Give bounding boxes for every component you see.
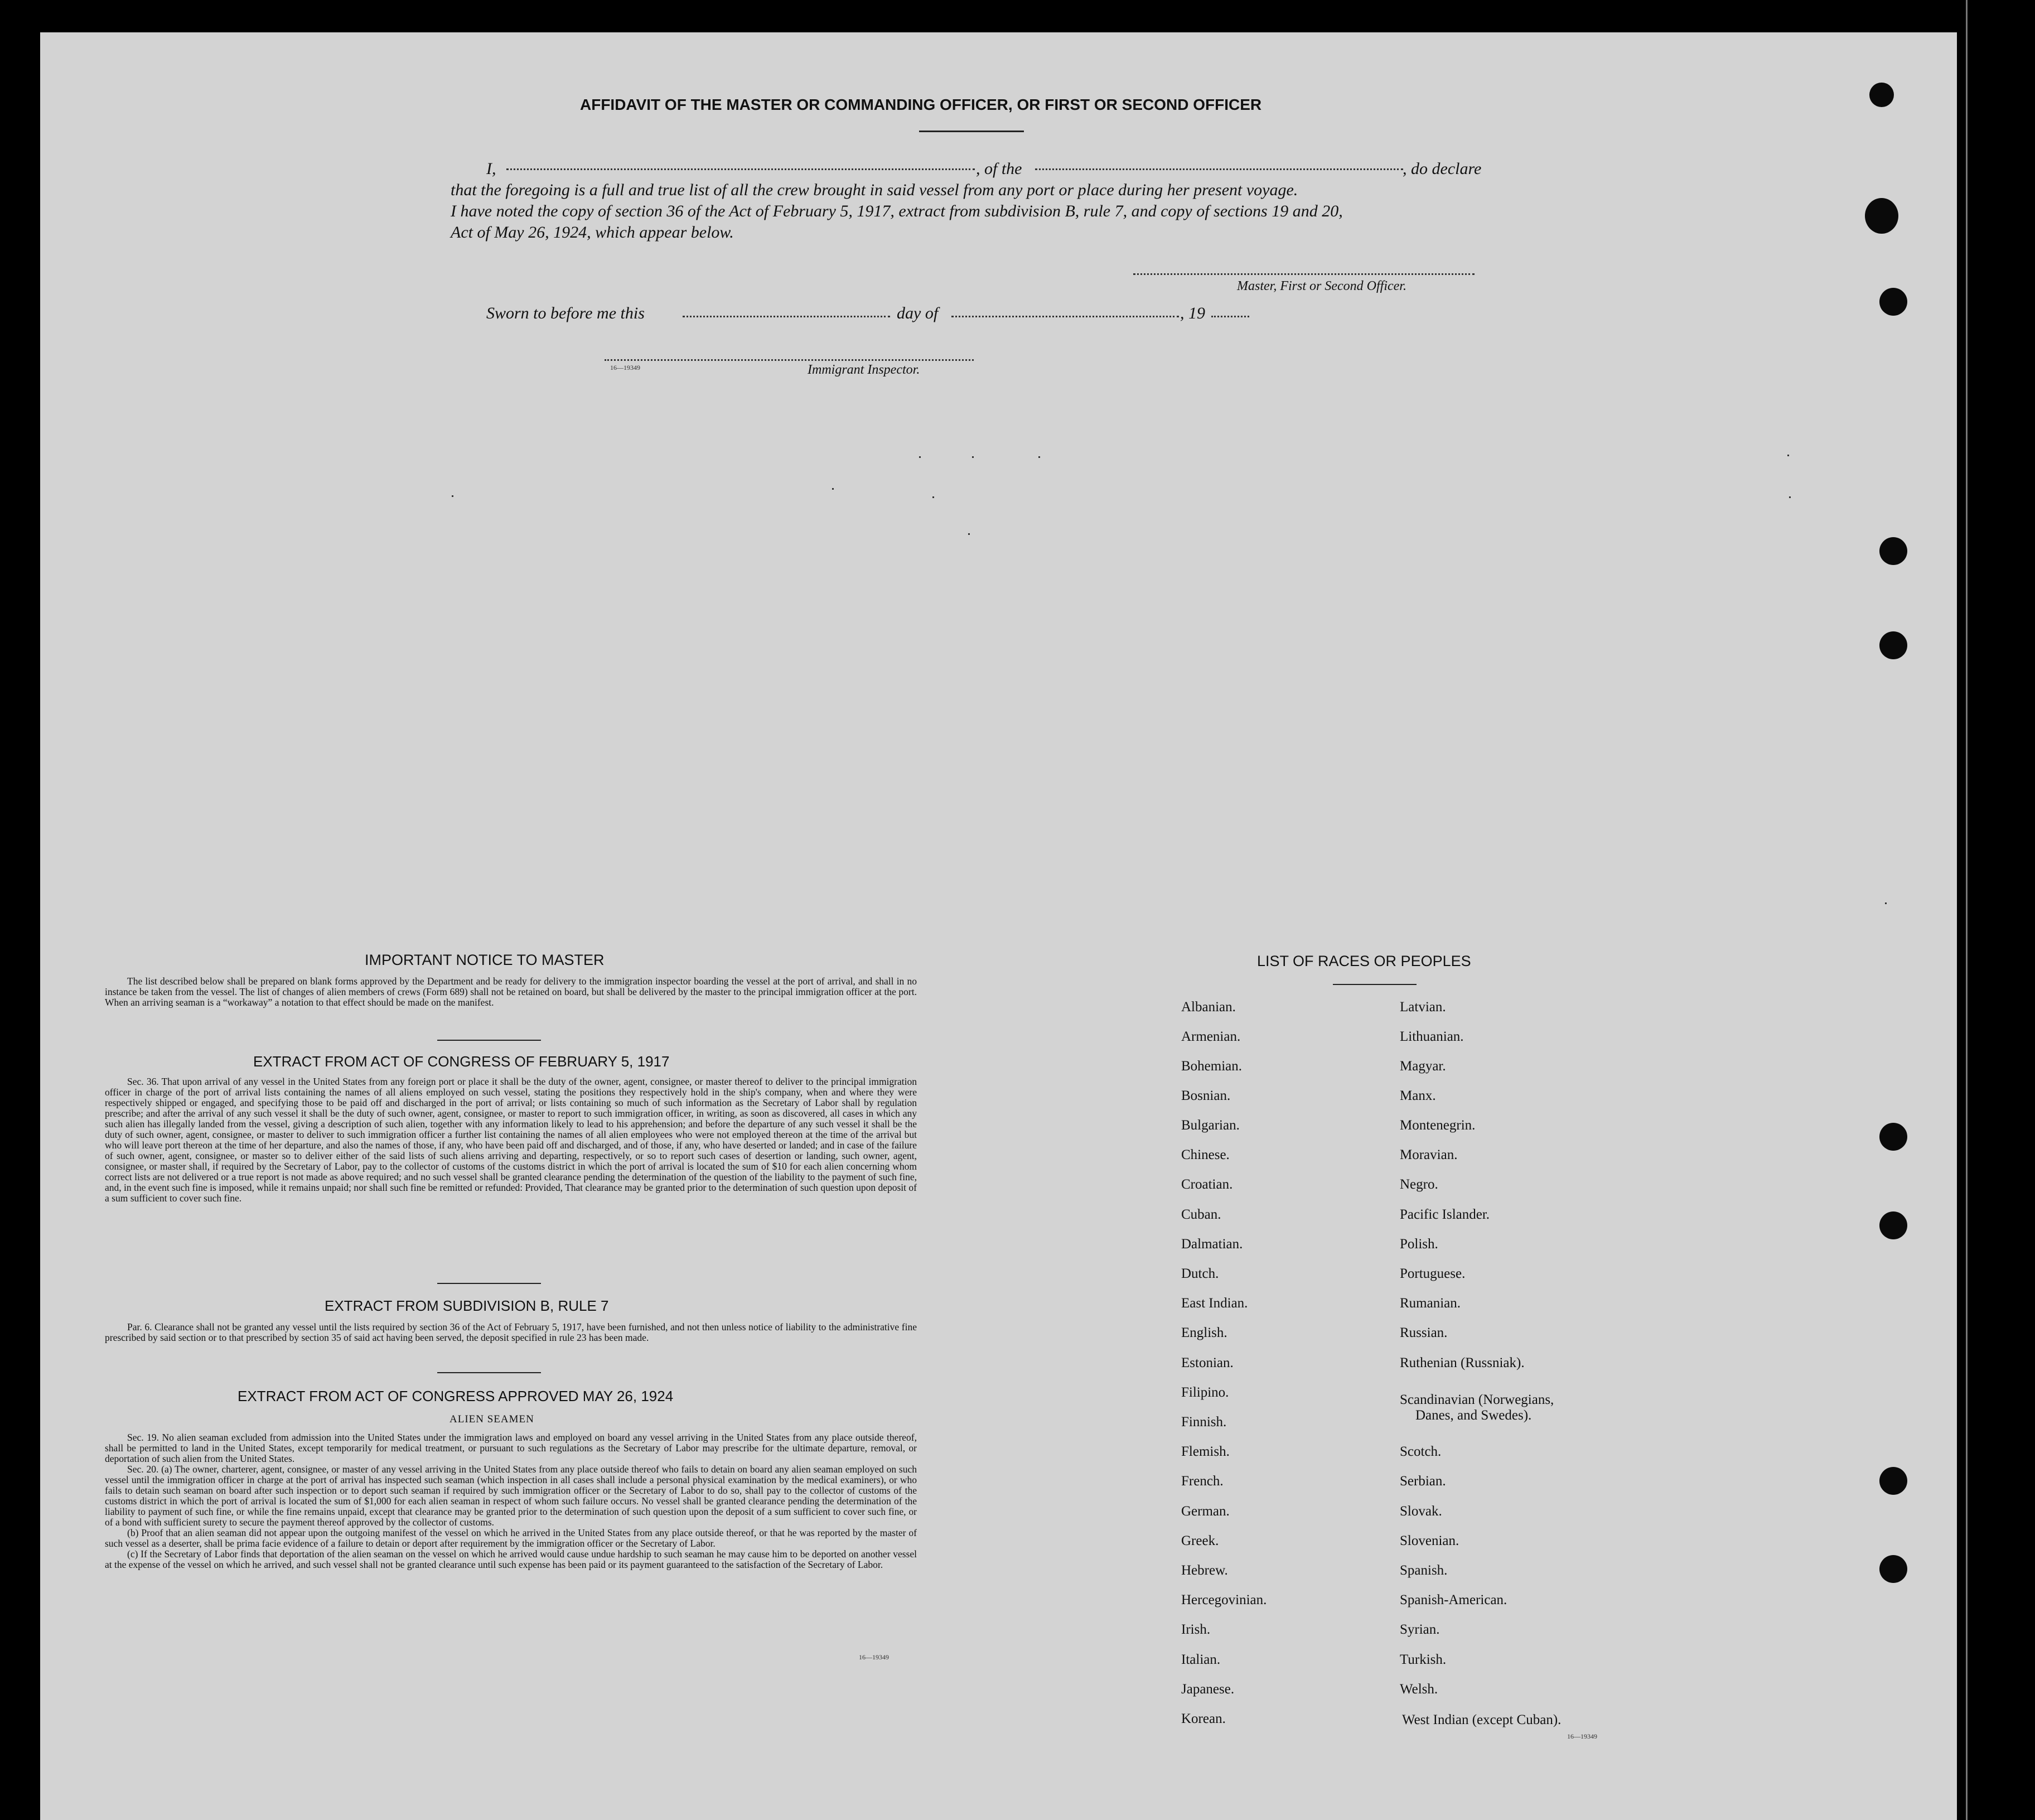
race-item: Negro. xyxy=(1400,1177,1438,1192)
scan-speck xyxy=(919,456,921,458)
day-of-text: day of xyxy=(897,304,939,322)
punch-hole xyxy=(1879,1211,1907,1239)
race-item: Serbian. xyxy=(1400,1474,1446,1489)
race-item: Dalmatian. xyxy=(1181,1237,1243,1252)
section-rule xyxy=(437,1372,541,1373)
punch-hole xyxy=(1879,1123,1907,1151)
affidavit-i: I, xyxy=(486,160,496,178)
affidavit-declare: , do declare xyxy=(1403,160,1482,178)
notice-text xyxy=(105,976,917,1008)
sec36-paragraph: Sec. 36. That upon arrival of any vessel in the United States from any foreign port or place it shall be the duty of the owner, agent, consignee, or master thereof to deliver to the principal immigration officer in charge of the port of arrival lists containing the names of all aliens employed on such vessel, stating the positions they respectively hold in the ship's company, when and where they were respectively shipped or engaged, and specifying those to be paid off and discharged in the port of arrival; or lists containing so much of such information as the Secretary of Labor shall by regulation prescribe; and after the arrival of any such vessel it shall be the duty of such owner, agent, consignee, or master to report to such immigration officer, in writing, as soon as discovered, all cases in which any such alien has illegally landed from the vessel, giving a description of such alien, together with any information likely to lead to his apprehension; and before the departure of any such vessel it shall be the duty of such owner, agent, consignee, or master to deliver to such immigration officer a further list containing the names of all alien employees who were not employed thereon at the time of the arrival but who will leave port thereon at the time of her departure, and also the names of those, if any, who have been paid off and discharged, and of those, if any, who have deserted or landed; and in case of the failure of such owner, agent, consignee, or master so to deliver either of the said lists of such aliens arriving and departing, respectively, or so to report such cases of desertion or landing, such owner, agent, consignee, or master shall, if required by the Secretary of Labor, pay to the collector of customs of the customs district in which the port of arrival is located the sum of $10 for each alien concerning whom correct lists are not delivered or a true report is not made as above required; and no such vessel shall be granted clearance pending the determination of the question of the liability to the payment of such fine, and, in the event such fine is imposed, while it remains unpaid; nor shall such fine be remitted or refunded: Provided, That clearance may be granted prior to the determination of such question upon deposit of a sum sufficient to cover such fine. xyxy=(105,1076,917,1204)
scan-speck xyxy=(1787,455,1789,456)
race-item: Spanish. xyxy=(1400,1563,1448,1578)
race-item: Ruthenian (Russniak). xyxy=(1400,1355,1525,1370)
race-item: Rumanian. xyxy=(1400,1296,1461,1311)
race-item: Korean. xyxy=(1181,1711,1226,1726)
sec19-paragraph: Sec. 19. No alien seaman excluded from admission into the United States under the immigration laws and employed on board any vessel arriving in the United States from any place outside thereof, shall be permitted to land in the United States, except temporarily for medical treatment, or pursuant to such regulations as the Secretary of Labor may prescribe for the ultimate departure, removal, or deportation of such alien from the United States. xyxy=(105,1432,917,1464)
race-item: German. xyxy=(1181,1504,1230,1519)
race-item: Filipino. xyxy=(1181,1385,1229,1400)
race-item: Slovenian. xyxy=(1400,1533,1459,1548)
race-item: Cuban. xyxy=(1181,1207,1221,1222)
race-item: Pacific Islander. xyxy=(1400,1207,1490,1222)
form-number: 16—19349 xyxy=(610,364,640,371)
title-rule xyxy=(919,131,1024,132)
scan-speck xyxy=(968,533,970,535)
race-item: Magyar. xyxy=(1400,1059,1446,1074)
extract-1924-text xyxy=(105,1432,917,1570)
scan-speck xyxy=(452,495,453,497)
race-item: East Indian. xyxy=(1181,1296,1248,1311)
race-item: Latvian. xyxy=(1400,1000,1446,1015)
race-item: Albanian. xyxy=(1181,1000,1236,1015)
punch-hole xyxy=(1879,288,1907,316)
affidavit-line2: that the foregoing is a full and true list of all the crew brought in said vessel from any port or place during her present voyage. xyxy=(451,181,1298,199)
race-item: English. xyxy=(1181,1325,1227,1340)
inspector-signature-field[interactable] xyxy=(605,359,974,361)
race-item: Portuguese. xyxy=(1400,1266,1466,1281)
race-item: Armenian. xyxy=(1181,1029,1241,1044)
race-item: Hercegovinian. xyxy=(1181,1592,1267,1607)
race-item: Syrian. xyxy=(1400,1622,1440,1637)
punch-hole xyxy=(1879,631,1907,659)
race-item: Moravian. xyxy=(1400,1147,1458,1162)
race-item: Turkish. xyxy=(1400,1652,1447,1667)
punch-hole xyxy=(1869,83,1894,107)
affidavit-title: AFFIDAVIT OF THE MASTER OR COMMANDING OFFICER, OR FIRST OR SECOND OFFICER xyxy=(580,96,1262,113)
race-item: Chinese. xyxy=(1181,1147,1230,1162)
race-item: Manx. xyxy=(1400,1088,1436,1103)
race-item: Slovak. xyxy=(1400,1504,1442,1519)
punch-hole xyxy=(1879,1555,1907,1583)
race-item: Italian. xyxy=(1181,1652,1221,1667)
scan-speck xyxy=(1885,902,1887,904)
race-item: Danes, and Swedes). xyxy=(1415,1408,1532,1423)
race-item: Japanese. xyxy=(1181,1682,1235,1697)
race-item: West Indian (except Cuban). xyxy=(1402,1712,1562,1727)
race-item: Bulgarian. xyxy=(1181,1118,1240,1133)
races-title: LIST OF RACES OR PEOPLES xyxy=(1257,953,1471,969)
section-rule xyxy=(437,1040,541,1041)
race-item: Dutch. xyxy=(1181,1266,1219,1281)
affidavit-line4: Act of May 26, 1924, which appear below. xyxy=(451,223,734,242)
form-number: 16—19349 xyxy=(1567,1732,1597,1740)
par6-paragraph: Par. 6. Clearance shall not be granted any vessel until the lists required by section 36 of the Act of February 5, 1917, have been furnished, and not then unless notice of liability to the administrative fine prescribed by said section or to that prescribed by section 35 of said act having been served, the deposit specified in rule 23 has been made. xyxy=(105,1321,917,1343)
race-item: Scotch. xyxy=(1400,1444,1442,1459)
rule7-text xyxy=(105,1322,917,1343)
rule7-title: EXTRACT FROM SUBDIVISION B, RULE 7 xyxy=(325,1297,609,1314)
race-item: Croatian. xyxy=(1181,1177,1233,1192)
race-item: Bohemian. xyxy=(1181,1059,1243,1074)
races-title-rule xyxy=(1333,984,1417,985)
vessel-field[interactable] xyxy=(1035,168,1403,170)
scan-speck xyxy=(972,456,974,458)
scan-speck xyxy=(1038,456,1040,458)
race-item: Irish. xyxy=(1181,1622,1211,1637)
sec20b-paragraph: (b) Proof that an alien seaman did not appear upon the outgoing manifest of the vessel on which he arrived in the United States from any place outside thereof, or that he was reported by the master of such vessel as a deserter, shall be prima facie evidence of a failure to detain or deport after requirement by the immigration officer or the Secretary of Labor. xyxy=(105,1527,917,1549)
extract-1917-title: EXTRACT FROM ACT OF CONGRESS OF FEBRUARY 5, 1917 xyxy=(253,1053,670,1070)
affidavit-of-the: , of the xyxy=(976,160,1022,178)
race-item: Flemish. xyxy=(1181,1444,1230,1459)
extract-1924-title: EXTRACT FROM ACT OF CONGRESS APPROVED MAY 26, 1924 xyxy=(238,1388,674,1404)
signature-label: Master, First or Second Officer. xyxy=(1237,279,1406,293)
race-item: Estonian. xyxy=(1181,1355,1234,1370)
form-number: 16—19349 xyxy=(859,1653,889,1661)
race-item: Greek. xyxy=(1181,1533,1219,1548)
scan-speck xyxy=(932,496,934,498)
sworn-text: Sworn to before me this xyxy=(486,304,645,322)
extract-1917-text xyxy=(105,1076,917,1204)
section-rule xyxy=(437,1283,541,1284)
sworn-day-field[interactable] xyxy=(683,316,890,317)
year-field[interactable] xyxy=(1211,316,1249,317)
punch-hole xyxy=(1879,537,1907,565)
punch-hole xyxy=(1865,198,1898,234)
race-item: Scandinavian (Norwegians, xyxy=(1400,1392,1554,1407)
signature-field[interactable] xyxy=(1133,273,1475,275)
sworn-month-field[interactable] xyxy=(951,316,1179,317)
scan-speck xyxy=(1789,496,1791,498)
race-item: Lithuanian. xyxy=(1400,1029,1464,1044)
race-item: Bosnian. xyxy=(1181,1088,1231,1103)
race-item: Spanish-American. xyxy=(1400,1592,1507,1607)
race-item: Montenegrin. xyxy=(1400,1118,1476,1133)
race-item: Finnish. xyxy=(1181,1415,1227,1430)
year-text: , 19 xyxy=(1180,304,1205,322)
scan-edge xyxy=(1966,0,1968,1820)
name-field[interactable] xyxy=(506,168,975,170)
inspector-label: Immigrant Inspector. xyxy=(808,363,920,377)
race-item: French. xyxy=(1181,1474,1224,1489)
race-item: Polish. xyxy=(1400,1237,1438,1252)
scan-speck xyxy=(832,488,834,490)
notice-title: IMPORTANT NOTICE TO MASTER xyxy=(365,952,605,968)
notice-paragraph: The list described below shall be prepared on blank forms approved by the Department and be ready for delivery to the immigration inspector boarding the vessel at the port of arrival, and shall in no instance be taken from the vessel. The list of changes of alien members of crews (Form 689) shall not be retained on board, but shall be delivered by the master to the principal immigration officer at the port. When an arriving seaman is a “workaway” a notation to that effect should be made on the manifest. xyxy=(105,976,917,1008)
race-item: Hebrew. xyxy=(1181,1563,1228,1578)
sec20c-paragraph: (c) If the Secretary of Labor finds that deportation of the alien seaman on the vessel on which he arrived would cause undue hardship to such seaman he may cause him to be deported on another vessel at the expense of the vessel on which he arrived, and such vessel shall not be granted clearance until such expense has been paid or its payment guaranteed to the satisfaction of the Secretary of Labor. xyxy=(105,1548,917,1570)
alien-seamen-subtitle: ALIEN SEAMEN xyxy=(449,1413,534,1425)
race-item: Russian. xyxy=(1400,1325,1448,1340)
punch-hole xyxy=(1879,1467,1907,1495)
sec20a-paragraph: Sec. 20. (a) The owner, charterer, agent, consignee, or master of any vessel arriving in the United States from any place outside thereof who fails to detain on board any alien seaman employed on such vessel until the immigration officer in charge at the port of arrival has inspected such seaman (which inspection in all cases shall include a personal physical examination by the medical examiners), or who fails to detain such seaman on board after such inspection or to deport such seaman if required by such immigration officer or the Secretary of Labor to do so, shall pay to the collector of customs of the customs district in which the port of arrival is located the sum of $1,000 for each alien seaman in respect of whom such failure occurs. No vessel shall be granted clearance pending the determination of the liability to payment of such fine, or while the fine remains unpaid, except that clearance may be granted prior to the determination of such question upon the deposit of a sum sufficient to cover such fine, or of a bond with sufficient surety to secure the payment thereof approved by the collector of customs. xyxy=(105,1464,917,1528)
affidavit-line3: I have noted the copy of section 36 of the Act of February 5, 1917, extract from subdivision B, rule 7, and copy of sections 19 and 20, xyxy=(451,202,1343,220)
race-item: Welsh. xyxy=(1400,1682,1438,1697)
